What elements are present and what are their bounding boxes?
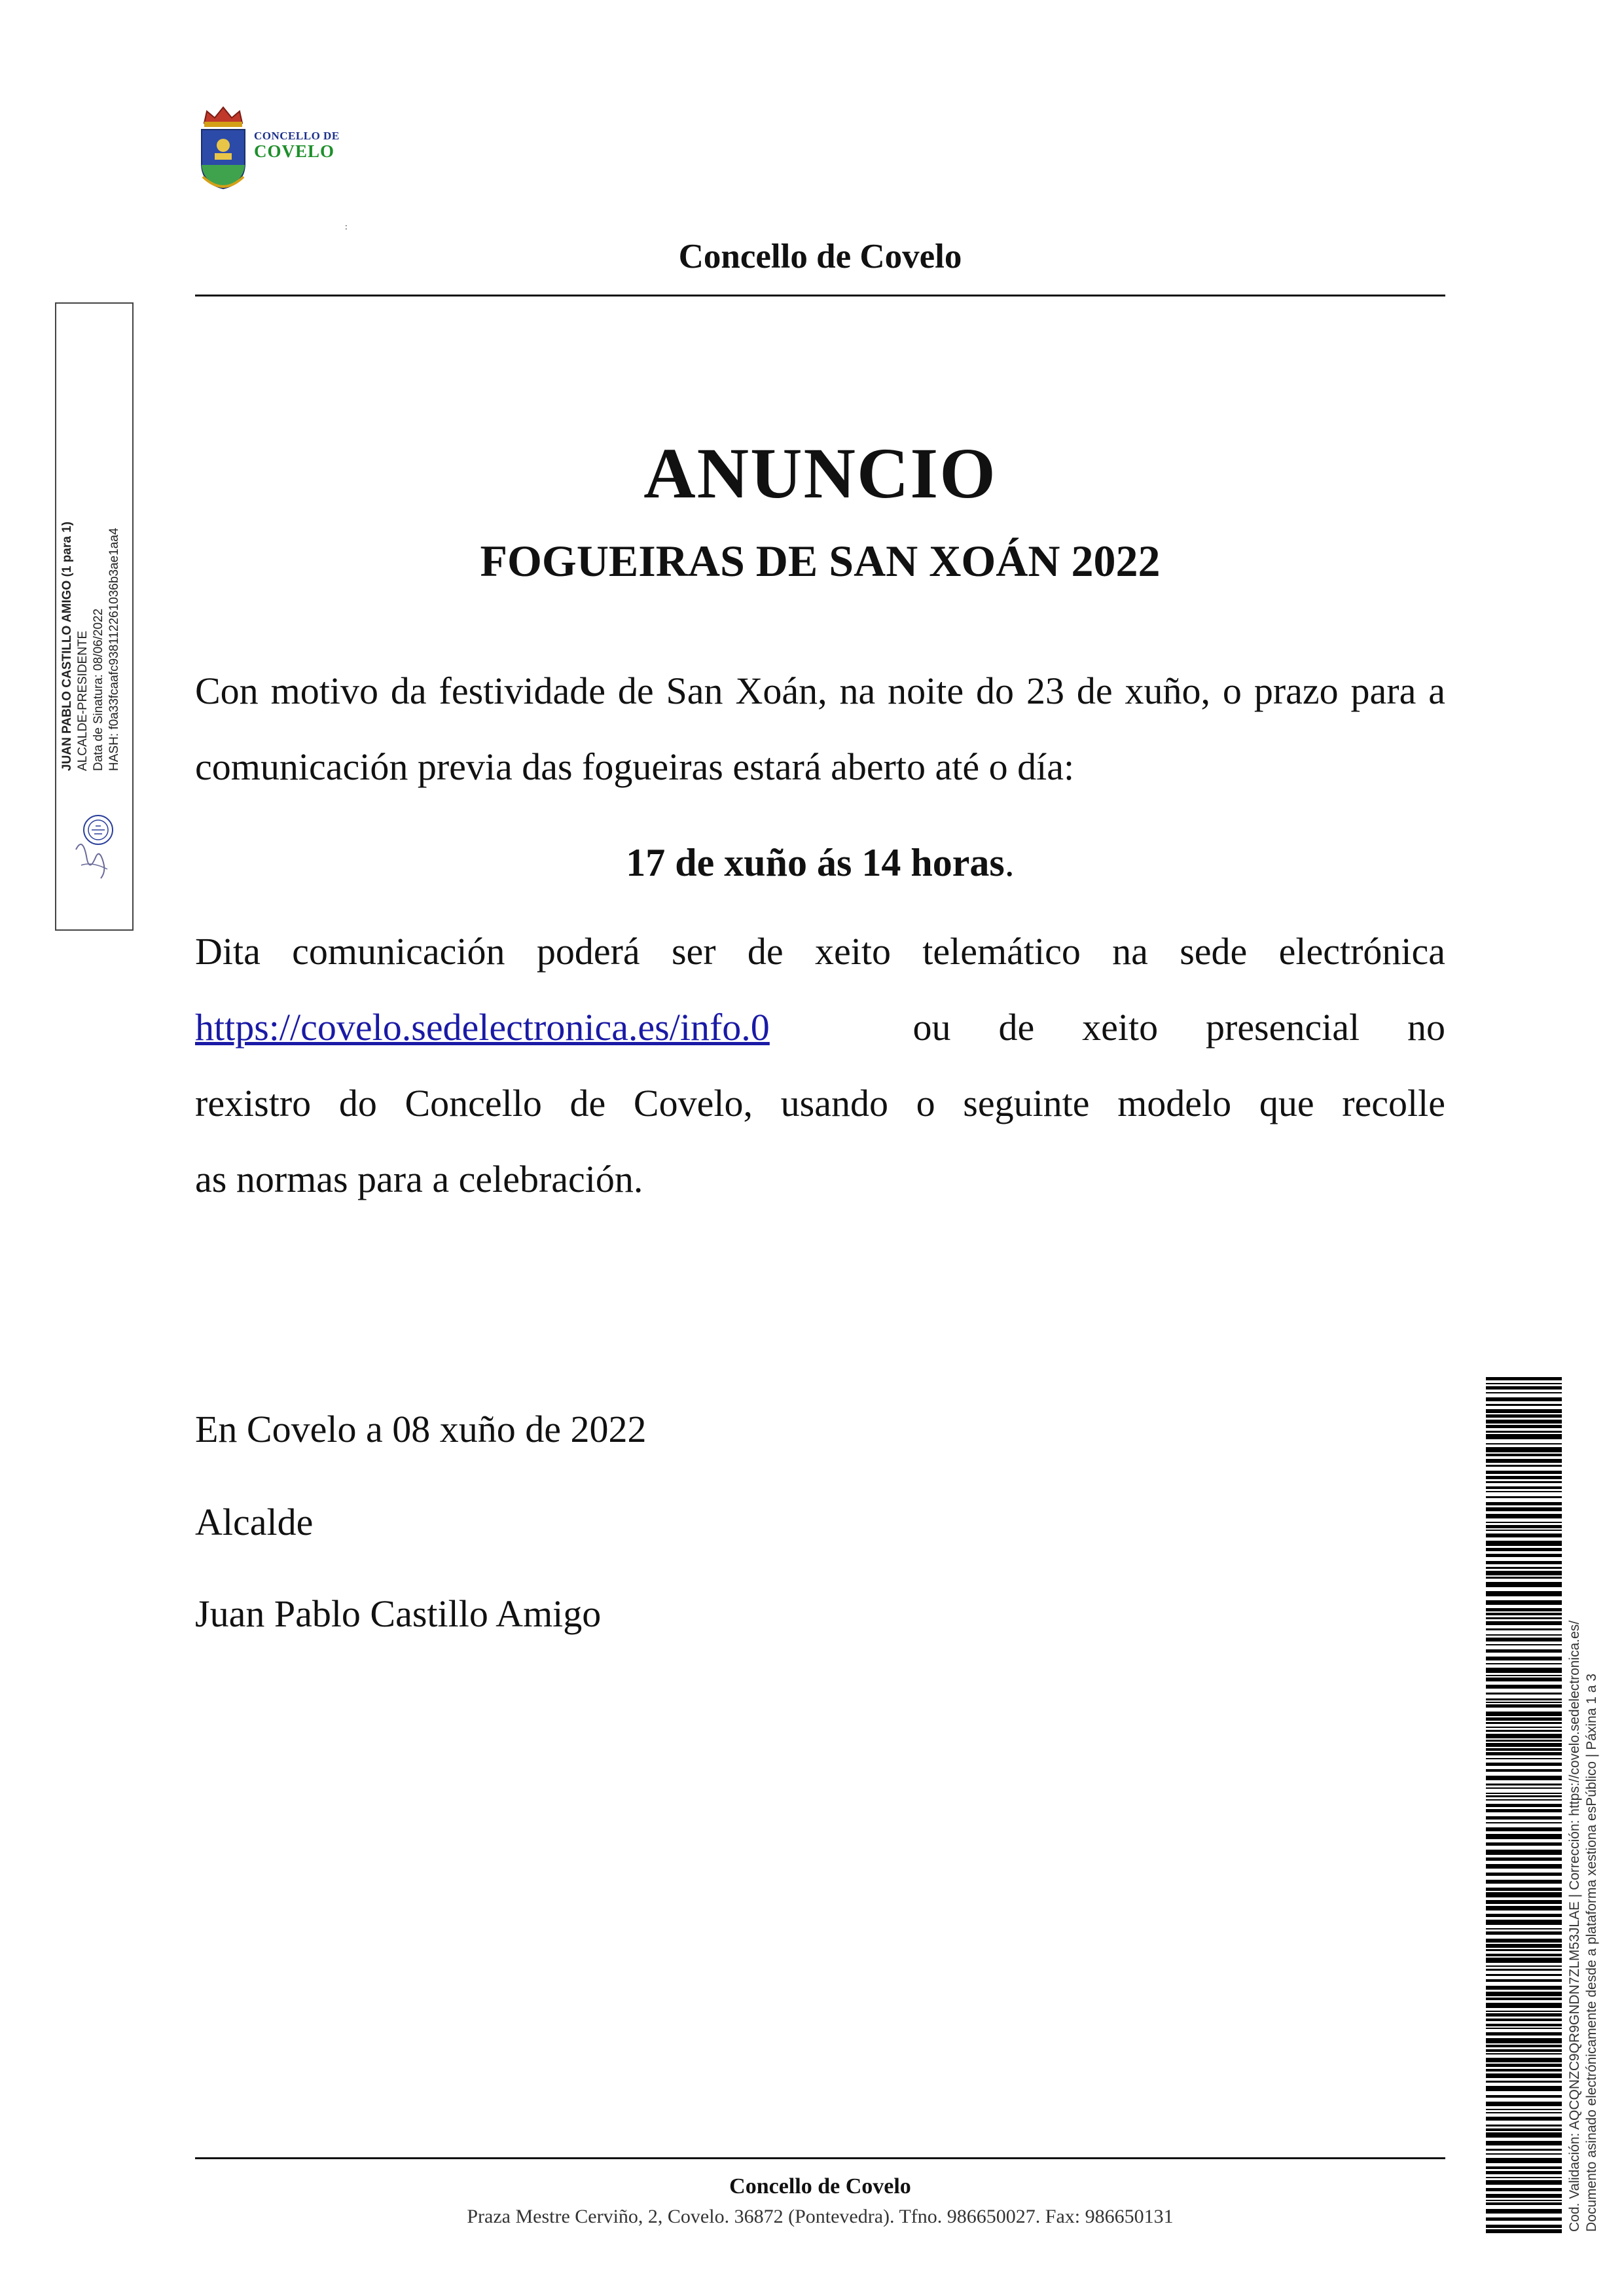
signature-role: ALCALDE-PRESIDENTE [76, 630, 90, 771]
footer-organization: Concello de Covelo [729, 2174, 911, 2198]
deadline-line [195, 825, 1445, 901]
barcode-bar [1486, 1392, 1562, 1393]
barcode-bar [1486, 1582, 1562, 1587]
barcode-bar [1486, 1530, 1562, 1531]
barcode-bar [1486, 1685, 1562, 1689]
barcode-bar [1486, 1534, 1562, 1537]
barcode-bar [1486, 1776, 1562, 1780]
signer-role: Alcalde [195, 1501, 314, 1543]
paragraph-submission [195, 914, 1445, 1217]
barcode-bar [1486, 2200, 1562, 2201]
barcode-bar [1486, 1743, 1562, 1747]
header-divider [195, 295, 1445, 296]
deadline-date: 17 de xuño ás 14 horas [626, 841, 1005, 884]
barcode-bar [1486, 1514, 1562, 1518]
barcode-bar [1486, 1958, 1562, 1963]
paragraph-line: Dita comunicación poderá ser de xeito telemático na sede electrónica [195, 930, 1445, 973]
barcode-bar [1486, 1577, 1562, 1579]
barcode-bar [1486, 1525, 1562, 1528]
barcode-bar [1486, 1628, 1562, 1630]
paragraph-line: as normas para a celebración. [195, 1158, 643, 1200]
barcode-bar [1486, 2011, 1562, 2012]
barcode-bar [1486, 1554, 1562, 1557]
barcode-bar [1486, 1873, 1562, 1876]
barcode-bar [1486, 1414, 1562, 1418]
barcode-bar [1486, 2058, 1562, 2062]
signature-hash: HASH: f0a33fcaafc938112261036b3ae1aa4 [107, 528, 121, 771]
barcode-bar [1486, 1816, 1562, 1820]
barcode-bar [1486, 1663, 1562, 1664]
barcode-bar [1486, 1638, 1562, 1641]
barcode-bar [1486, 1827, 1562, 1831]
barcode-bar [1486, 1454, 1562, 1456]
barcode-bar [1486, 1486, 1562, 1489]
barcode-bar [1486, 1443, 1562, 1444]
barcode-bar [1486, 1476, 1562, 1479]
barcode-bar [1486, 1600, 1562, 1605]
barcode-bar [1486, 2028, 1562, 2029]
barcode-bar [1486, 2125, 1562, 2126]
barcode-bar [1486, 1949, 1562, 1951]
barcode-bar [1486, 1740, 1562, 1742]
barcode-bar [1486, 2141, 1562, 2145]
barcode-bar [1486, 2086, 1562, 2091]
barcode-bar [1486, 1784, 1562, 1785]
barcode-bar [1486, 1998, 1562, 2000]
header-title: Concello de Covelo [678, 238, 962, 276]
footer-address: Praza Mestre Cerviño, 2, Covelo. 36872 (Pontevedra). Tfno. 986650027. Fax: 986650131 [467, 2206, 1174, 2227]
barcode-bar [1486, 2217, 1562, 2221]
barcode-icon [1486, 1377, 1562, 2233]
barcode-bar [1486, 1496, 1562, 1498]
barcode-bar [1486, 1795, 1562, 1797]
barcode-bar [1486, 1954, 1562, 1956]
barcode-bar [1486, 2053, 1562, 2054]
barcode-bar [1486, 2069, 1562, 2072]
barcode-bar [1486, 2073, 1562, 2078]
barcode-bar [1486, 1769, 1562, 1772]
barcode-bar [1486, 2202, 1562, 2205]
barcode-bar [1486, 1613, 1562, 1615]
barcode-bar [1486, 2013, 1562, 2017]
barcode-bar [1486, 1809, 1562, 1812]
barcode-bar [1486, 1459, 1562, 1463]
coat-of-arms-icon [195, 105, 251, 194]
barcode-bar [1486, 2032, 1562, 2036]
barcode-bar [1486, 1567, 1562, 1569]
barcode-bar [1486, 1471, 1562, 1474]
barcode-bar [1486, 2194, 1562, 2198]
barcode-bar [1486, 1748, 1562, 1751]
barcode-bar [1486, 2158, 1562, 2163]
barcode-bar [1486, 1425, 1562, 1428]
barcode-bar [1486, 1571, 1562, 1575]
barcode-bar [1486, 1712, 1562, 1716]
barcode-bar [1486, 1675, 1562, 1676]
validation-platform-line: Documento asinado electrónicamente desde a plataforma xestiona esPúblico | Páxina 1 a 3 [1584, 1674, 1599, 2232]
barcode-bar [1486, 1928, 1562, 1929]
barcode-bar [1486, 1974, 1562, 1976]
barcode-bar [1486, 2149, 1562, 2151]
barcode-bar [1486, 1900, 1562, 1904]
signature-name: JUAN PABLO CASTILLO AMIGO (1 para 1) [60, 521, 74, 771]
barcode-bar [1486, 2166, 1562, 2169]
barcode-bar [1486, 1507, 1562, 1511]
barcode-bar [1486, 1857, 1562, 1861]
barcode-bar [1486, 2171, 1562, 2174]
barcode-bar [1486, 1799, 1562, 1801]
paragraph-text: ou de xeito presencial no [912, 1006, 1446, 1049]
barcode-bar [1486, 1677, 1562, 1681]
barcode-bar [1486, 1502, 1562, 1505]
seal-icon [69, 810, 119, 882]
document-subtitle: FOGUEIRAS DE SAN XOÁN 2022 [480, 536, 1161, 586]
sede-electronica-link[interactable]: https://covelo.sedelectronica.es/info.0 [195, 1006, 770, 1049]
barcode-bar [1486, 1404, 1562, 1406]
barcode-bar [1486, 1944, 1562, 1948]
barcode-bar [1486, 1702, 1562, 1703]
barcode-bar [1486, 2102, 1562, 2106]
barcode-bar [1486, 1920, 1562, 1925]
logo-text-line2: COVELO [254, 141, 335, 161]
barcode-bar [1486, 2128, 1562, 2131]
barcode-bar [1486, 1763, 1562, 1766]
barcode-bar [1486, 1591, 1562, 1596]
barcode-bar [1486, 1834, 1562, 1839]
barcode-bar [1486, 2132, 1562, 2138]
barcode-bar [1486, 1892, 1562, 1897]
barcode-bar [1486, 1383, 1562, 1384]
barcode-bar [1486, 1649, 1562, 1653]
barcode-bar [1486, 1644, 1562, 1645]
barcode-bar [1486, 1914, 1562, 1917]
logo-text-line1: CONCELLO DE [254, 130, 340, 142]
barcode-bar [1486, 1386, 1562, 1390]
validation-code-line: Cod. Validación: AQCQNZC9QR9GNDN7ZLM53JLAE | Corrección: https://covelo.sedelectronica.es/ [1567, 1620, 1582, 2232]
barcode-bar [1486, 1842, 1562, 1846]
signer-name: Juan Pablo Castillo Amigo [195, 1592, 602, 1635]
paragraph-line: rexistro do Concello de Covelo, usando o seguinte modelo que recolle [195, 1082, 1445, 1124]
concello-logo [195, 105, 352, 196]
barcode-bar [1486, 1409, 1562, 1413]
barcode-bar [1486, 2064, 1562, 2067]
barcode-bar [1486, 1880, 1562, 1884]
barcode-bar [1486, 1752, 1562, 1755]
barcode-bar [1486, 2209, 1562, 2214]
barcode-bar [1486, 2109, 1562, 2110]
barcode-bar [1486, 2177, 1562, 2178]
barcode-bar [1486, 1561, 1562, 1564]
barcode-bar [1486, 1979, 1562, 1982]
barcode-bar [1486, 2003, 1562, 2008]
document-title: ANUNCIO [643, 433, 997, 513]
barcode-bar [1486, 1522, 1562, 1523]
barcode-bar [1486, 1969, 1562, 1971]
barcode-bar [1486, 2117, 1562, 2121]
barcode-bar [1486, 1992, 1562, 1996]
barcode-bar [1486, 2024, 1562, 2026]
barcode-bar [1486, 1864, 1562, 1869]
barcode-bar [1486, 1704, 1562, 1708]
barcode-bar [1486, 2112, 1562, 2113]
barcode-bar [1486, 1906, 1562, 1910]
barcode-bar [1486, 1965, 1562, 1967]
barcode-bar [1486, 2188, 1562, 2191]
barcode-bar [1486, 1617, 1562, 1619]
barcode-bar [1486, 1548, 1562, 1551]
paragraph-line-with-link [195, 990, 1445, 1066]
barcode-bar [1486, 1758, 1562, 1759]
barcode-bar [1486, 2045, 1562, 2047]
barcode-bar [1486, 1657, 1562, 1660]
barcode-bar [1486, 1447, 1562, 1452]
barcode-bar [1486, 1986, 1562, 1990]
barcode-bar [1486, 1888, 1562, 1891]
barcode-bar [1486, 1608, 1562, 1611]
barcode-bar [1486, 1734, 1562, 1738]
barcode-bar [1486, 2180, 1562, 2185]
barcode-bar [1486, 2095, 1562, 2098]
barcode-bar [1486, 1397, 1562, 1401]
barcode-bar [1486, 1787, 1562, 1789]
barcode-bar [1486, 1722, 1562, 1724]
paragraph-intro: Con motivo da festividade de San Xoán, na noite do 23 de xuño, o prazo para a comunicación previa das fogueiras estará aberto até o día: [195, 670, 1445, 788]
footer-divider [195, 2157, 1445, 2159]
barcode-bar [1486, 1668, 1562, 1673]
signature-date: Data de Sinatura: 08/06/2022 [92, 608, 105, 771]
barcode-bar [1486, 2081, 1562, 2083]
barcode-bar [1486, 1931, 1562, 1935]
barcode-bar [1486, 1431, 1562, 1433]
barcode-bar [1486, 1481, 1562, 1483]
barcode-bar [1486, 1377, 1562, 1380]
deadline-period: . [1004, 841, 1015, 884]
barcode-bar [1486, 1717, 1562, 1721]
barcode-bar [1486, 2049, 1562, 2052]
barcode-bar [1486, 1822, 1562, 1823]
barcode-bar [1486, 1434, 1562, 1439]
barcode-bar [1486, 1634, 1562, 1636]
barcode-bar [1486, 1465, 1562, 1467]
barcode-bar [1486, 2018, 1562, 2021]
barcode-bar [1486, 1850, 1562, 1855]
barcode-bar [1486, 1939, 1562, 1943]
barcode-bar [1486, 1793, 1562, 1794]
barcode-bar [1486, 1730, 1562, 1732]
barcode-bar [1486, 1541, 1562, 1546]
barcode-bar [1486, 1621, 1562, 1625]
barcode-bar [1486, 1804, 1562, 1807]
barcode-bar [1486, 2225, 1562, 2228]
barcode-bar [1486, 2229, 1562, 2233]
place-date: En Covelo a 08 xuño de 2022 [195, 1408, 647, 1450]
barcode-bar [1486, 1693, 1562, 1695]
stray-mark: ∶ [345, 223, 348, 233]
barcode-bar [1486, 1727, 1562, 1728]
barcode-bar [1486, 2153, 1562, 2155]
barcode-bar [1486, 1420, 1562, 1424]
barcode-bar [1486, 1698, 1562, 1700]
barcode-bar [1486, 1491, 1562, 1492]
barcode-bar [1486, 2038, 1562, 2043]
